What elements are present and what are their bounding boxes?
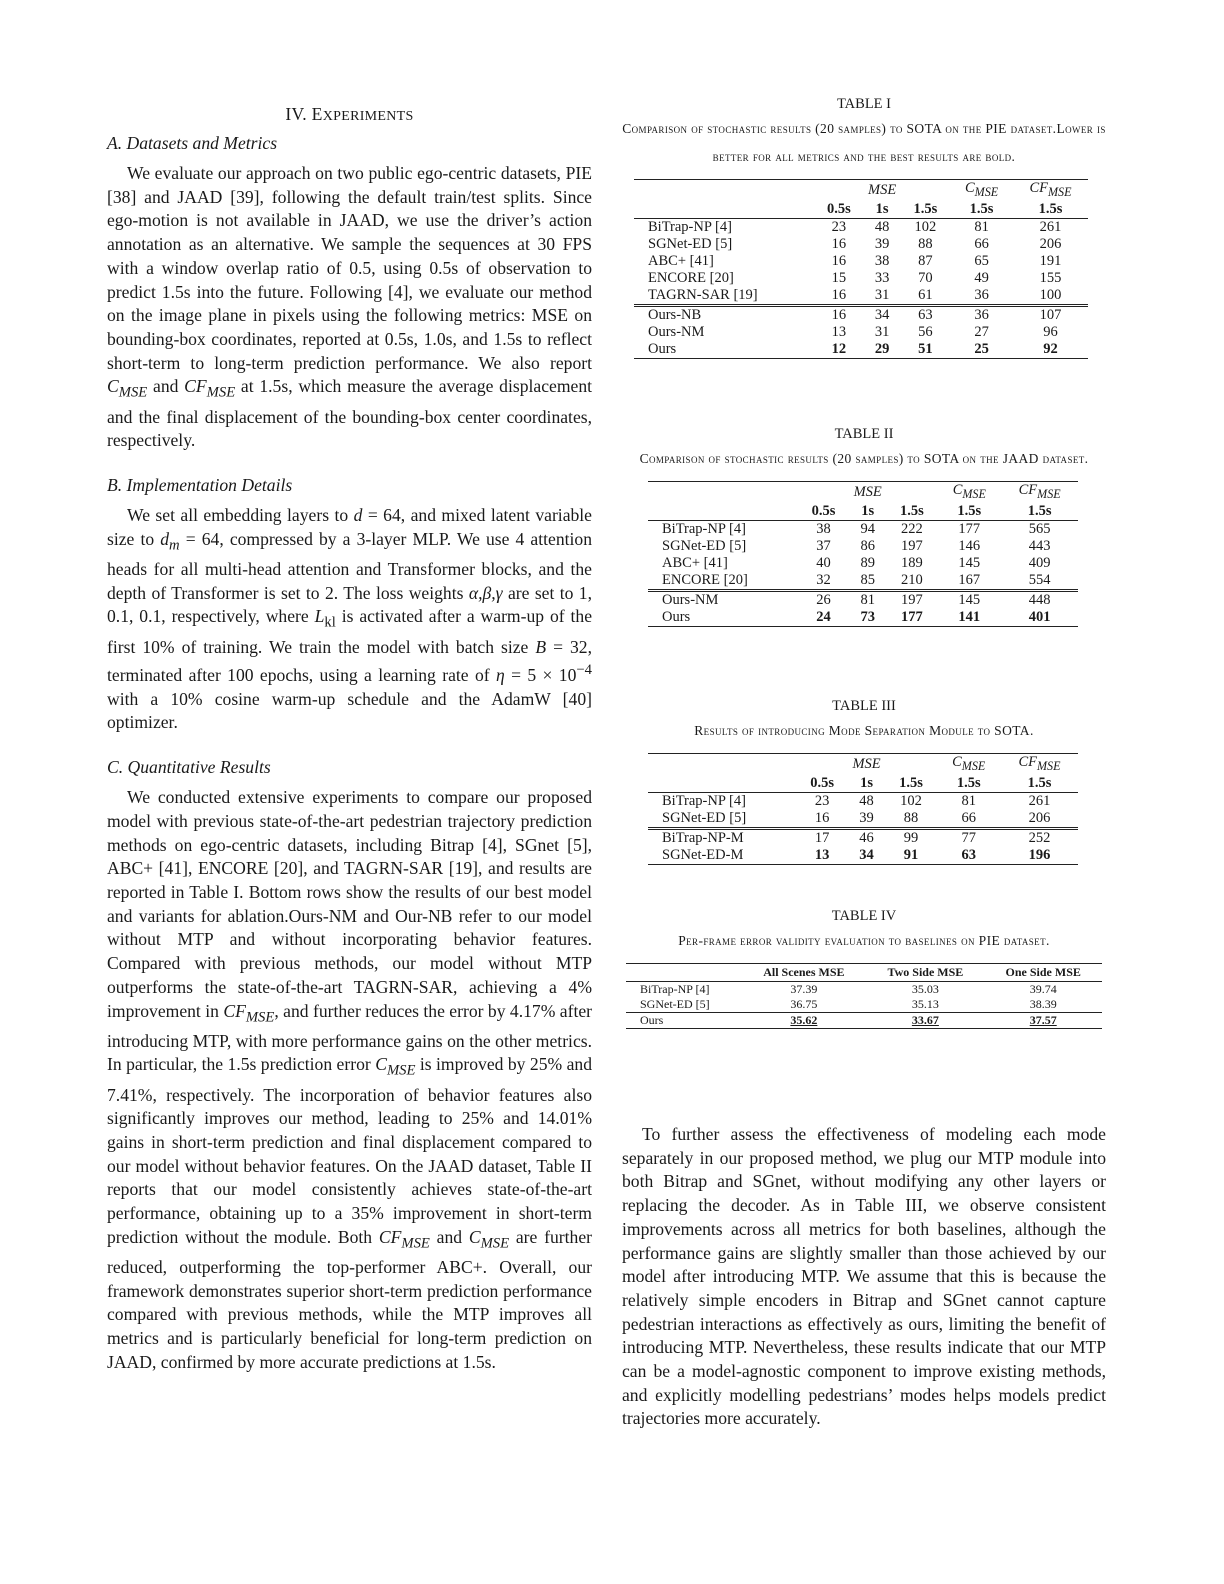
subsection-a-title: A. Datasets and Metrics <box>107 133 278 153</box>
table-cell: 197 <box>900 591 923 608</box>
table-cell: 96 <box>1043 323 1058 340</box>
table-cell: 554 <box>1001 572 1078 591</box>
table-row <box>648 555 1078 572</box>
table-row <box>648 590 1078 609</box>
table-cell: 91 <box>885 847 936 865</box>
table-cell: 35.03 <box>911 982 939 996</box>
subsection-b-paragraph: We set all embedding layers to d = 64, and mixed latent variable size to $d_m = 64$, compressed by a 3-layer MLP. We use 4 attention heads for all multi-head attention and Transformer blocks, and the depth of Transformer is set to 2. The loss weights α,β,γ are set to 1, 0.1, 0.1, respectively, where $L_{kl}$ is activated after a warm-up of the first 10% of training. We train the model with batch size B = 32, terminated after 100 epochs, using a learning rate of $\eta = 5 \times 10^{-4}$ with a 10% cosine warm-up schedule and the AdamW [40] optimizer. <box>107 504 593 733</box>
table-row <box>634 341 1088 359</box>
table-cell: 261 <box>1028 792 1051 809</box>
table-row <box>648 609 1078 627</box>
table-cell: 31 <box>874 323 890 340</box>
table-cell: 197 <box>900 537 923 554</box>
table-cell: 38.39 <box>984 997 1102 1013</box>
table-2-grid: MSE $C_{MSE}$ $CF_{MSE}$ 0.5s 1s 1.5s 1.5s 1.5s BiTrap-NP [4] 38 94 222 177 565 SGNet-ED [5] 37 86 197 146 443 ABC+ [41] 40 89 189 145 409 ENCORE [20] 32 85 210 167 554 Ours-NM 26 81 197 145 448 Ours 24 73 177 141 401 <box>648 481 1078 627</box>
table-1-label: TABLE I <box>836 96 891 112</box>
table-cell: 210 <box>886 572 937 591</box>
table-row-label: Ours <box>634 341 814 359</box>
table-row <box>648 538 1078 555</box>
table-cell: 87 <box>918 252 933 269</box>
table-2 <box>622 426 1106 627</box>
table-row <box>648 828 1078 847</box>
table-cell: 33 <box>874 269 890 286</box>
table-row-label: ENCORE [20] <box>648 269 734 286</box>
table-row <box>648 810 1078 829</box>
table-row-label: Ours-NB <box>648 306 702 323</box>
table-cell: 39 <box>874 235 890 252</box>
table-row-label: Ours <box>626 1013 741 1029</box>
table-3 <box>622 698 1106 865</box>
table-cell: 206 <box>1039 235 1062 252</box>
table-row-label: ENCORE [20] <box>648 572 798 591</box>
table-row <box>626 997 1102 1013</box>
table-cell: 145 <box>958 591 981 608</box>
table-2-label: TABLE II <box>834 426 894 442</box>
table-row-label: SGNet-ED [5] <box>662 537 747 554</box>
table-cell: 443 <box>1028 537 1051 554</box>
table-cell: 31 <box>864 287 901 306</box>
table-cell: 145 <box>958 554 981 571</box>
table-cell: 88 <box>918 235 933 252</box>
table-cell: 36 <box>974 306 989 323</box>
right-paragraph: To further assess the effectiveness of modeling each mode separately in our proposed method, we plug our MTP module into both Bitrap and SGnet, without modifying any other layers or replacing the decoder. As in Table III, we observe consistent improvements across all metrics for both baselines, although the performance gains are slightly smaller than those achieved by our model after introducing MTP. We assume that this is because the relatively simple encoders in Bitrap and SGnet cannot capture pedestrian interactions as effectively as ours, limiting the benefit of introducing MTP. Nevertheless, these results indicate that our MTP can be a model-agnostic component to improve existing methods, and explicitly modelling pedestrians’ modes helps models predict trajectories more accurately. <box>622 1124 1106 1429</box>
table-row <box>634 324 1088 341</box>
table-cell: 36.75 <box>741 997 866 1013</box>
table-cell: 177 <box>958 520 981 537</box>
table-cell: 73 <box>849 609 887 627</box>
table-cell: 66 <box>937 810 1001 829</box>
table-cell: 102 <box>914 218 937 235</box>
table-cell: 61 <box>901 287 951 306</box>
table-cell: 63 <box>937 847 1001 865</box>
table-cell: 23 <box>814 792 830 809</box>
table-row <box>634 270 1088 287</box>
table-cell: 16 <box>831 235 847 252</box>
subsection-a-paragraph: We evaluate our approach on two public ego-centric datasets, PIE [38] and JAAD [39], following the default train/test splits. Since ego-motion is not available in JAAD, we use the driver’s action annotation as an alternative. We sample the sequences at 30 FPS with a window overlap ratio of 0.5, using 0.5s of observation to predict 1.5s into the future. Following [4], we evaluate our method on the image plane in pixels using the following metrics: MSE on bounding-box coordinates, reported at 0.5s, 1.0s, and 1.5s to reflect short-term to long-term prediction performance. We also report $C_{MSE}$ and $CF_{MSE}$ at 1.5s, which measure the average displacement and the final displacement of the bounding-box center coordinates, respectively. <box>107 163 592 451</box>
table-cell: 94 <box>860 520 875 537</box>
table-cell: 16 <box>814 287 864 306</box>
table-cell: 191 <box>1039 252 1062 269</box>
table-cell: 36 <box>950 287 1013 306</box>
table-2-caption: Comparison of stochastic results (20 samples) to SOTA on the JAAD dataset. <box>639 451 1089 466</box>
table-1-grid: MSE $C_{MSE}$ $CF_{MSE}$ 0.5s 1s 1.5s 1.5s 1.5s BiTrap-NP [4] 23 48 102 81 261 SGNet-ED [5] 16 39 88 66 206 ABC+ [41] 16 38 87 65 191 ENCORE [20] 15 33 70 49 155 TAGRN-SAR [19] 16 31 61 36 100 Ours-NB 16 34 63 36 107 Ours-NM 13 31 56 27 96 Ours 12 29 51 25 92 <box>634 179 1088 359</box>
table-cell: 17 <box>814 829 830 846</box>
table-row-label: SGNet-ED-M <box>648 847 797 865</box>
table-cell: 167 <box>937 572 1001 591</box>
table-cell: 48 <box>859 792 874 809</box>
table-cell: 46 <box>859 829 874 846</box>
table-cell: 102 <box>900 792 922 809</box>
table-row <box>648 792 1078 810</box>
table-4-header-two: Two Side MSE <box>866 964 984 982</box>
table-cell: 35.62 <box>741 1013 866 1029</box>
table-cell: 107 <box>1039 306 1062 323</box>
table-row <box>634 236 1088 253</box>
table-cell: 409 <box>1028 554 1051 571</box>
table-cell: 37.57 <box>984 1013 1102 1029</box>
table-cell: 12 <box>814 341 864 359</box>
table-row <box>634 253 1088 270</box>
table-cell: 39 <box>848 810 886 829</box>
table-cell: 35.13 <box>866 997 984 1013</box>
table-cell: 51 <box>901 341 951 359</box>
section-title: IV. EXPERIMENTS <box>285 104 414 124</box>
table-row <box>648 847 1078 865</box>
table-row-label: BiTrap-NP [4] <box>640 982 710 996</box>
table-cell: 40 <box>816 554 831 571</box>
table-cell: 81 <box>961 792 976 809</box>
subsection-c-paragraph: We conducted extensive experiments to compare our proposed model with previous state-of-the-art pedestrian trajectory prediction methods on ego-centric datasets, including Bitrap [4], SGnet [5], ABC+ [41], ENCORE [20], and TAGRN-SAR [19], and results are reported in Table I. Bottom rows show the results of our best model and variants for ablation.Ours-NM and Our-NB refer to our model without MTP and without incorporating behavior features. Compared with previous methods, our model without MTP outperforms the state-of-the-art TAGRN-SAR, achieving a 4% improvement in $CF_{MSE}$, and further reduces the error by 4.17% after introducing MTP, with more performance gains on the other metrics. In particular, the 1.5s prediction error $C_{MSE}$ is improved by 25% and 7.41%, respectively. The incorporation of behavior features also significantly improves our method, leading to 25% and 14.01% gains in short-term prediction and final displacement compared to our model without behavior features. On the JAAD dataset, Table II reports that our model consistently achieves state-of-the-art performance, obtaining up to a 35% improvement in short-term prediction without the module. Both $CF_{MSE}$ and $C_{MSE}$ are further reduced, outperforming the top-performer ABC+. Overall, our framework demonstrates superior short-term prediction performance compared with previous methods, while the MTP improves all metrics and is particularly beneficial for long-term prediction on JAAD, confirmed by more accurate predictions at 1.5s. <box>107 787 592 1372</box>
table-cell: 222 <box>900 520 923 537</box>
table-row-label: BiTrap-NP [4] <box>662 520 746 537</box>
table-4 <box>622 908 1106 1029</box>
table-1 <box>622 96 1106 359</box>
table-cell: 39.74 <box>1029 982 1057 996</box>
table-cell: 27 <box>974 323 989 340</box>
table-cell: 401 <box>1001 609 1078 627</box>
table-row <box>626 982 1102 998</box>
table-3-grid: MSE $C_{MSE}$ $CF_{MSE}$ 0.5s 1s 1.5s 1.5s 1.5s BiTrap-NP [4] 23 48 102 81 261 SGNet-ED [5] 16 39 88 66 206 BiTrap-NP-M 17 46 99 77 252 SGNet-ED-M 13 34 91 63 196 <box>648 753 1078 865</box>
table-cell: 81 <box>860 591 875 608</box>
table-row-label: BiTrap-NP [4] <box>648 218 732 235</box>
table-cell: 38 <box>816 520 831 537</box>
table-cell: 196 <box>1001 847 1078 865</box>
table-row-label: BiTrap-NP-M <box>662 829 744 846</box>
table-cell: 565 <box>1028 520 1051 537</box>
table-cell: 92 <box>1013 341 1088 359</box>
table-cell: 26 <box>816 591 831 608</box>
table-row-label: SGNet-ED [5] <box>626 997 741 1013</box>
table-cell: 48 <box>874 218 890 235</box>
table-cell: 16 <box>797 810 848 829</box>
table-row <box>634 287 1088 306</box>
subsection-b-title: B. Implementation Details <box>107 474 293 495</box>
table-4-grid <box>626 963 1102 1029</box>
table-row-label: ABC+ [41] <box>662 554 728 571</box>
table-row-label: Ours-NM <box>662 591 719 608</box>
table-cell: 29 <box>864 341 901 359</box>
table-cell: 34 <box>848 847 886 865</box>
table-cell: 15 <box>831 269 847 286</box>
table-row-label: Ours <box>648 609 798 627</box>
left-column <box>107 100 592 1375</box>
table-4-header-all: All Scenes MSE <box>741 964 866 982</box>
table-cell: 448 <box>1028 591 1051 608</box>
table-cell: 146 <box>958 537 981 554</box>
table-cell: 99 <box>903 829 919 846</box>
table-cell: 34 <box>874 306 890 323</box>
table-cell: 23 <box>831 218 847 235</box>
table-cell: 177 <box>886 609 937 627</box>
table-cell: 25 <box>950 341 1013 359</box>
table-row-label: BiTrap-NP [4] <box>662 792 746 809</box>
table-row-label: ABC+ [41] <box>648 252 714 269</box>
table-cell: 77 <box>961 829 976 846</box>
table-cell: 13 <box>831 323 847 340</box>
table-cell: 16 <box>831 252 847 269</box>
table-3-label: TABLE III <box>832 698 896 714</box>
table-cell: 85 <box>849 572 887 591</box>
table-cell: 37 <box>816 537 831 554</box>
table-cell: 155 <box>1039 269 1062 286</box>
table-cell: 70 <box>918 269 933 286</box>
table-cell: 81 <box>974 218 989 235</box>
subsection-c-title: C. Quantitative Results <box>107 757 271 778</box>
table-cell: 37.39 <box>790 982 818 996</box>
table-cell: 13 <box>797 847 848 865</box>
table-cell: 33.67 <box>866 1013 984 1029</box>
table-cell: 141 <box>937 609 1001 627</box>
table-cell: 261 <box>1039 218 1062 235</box>
table-row <box>648 520 1078 538</box>
table-cell: 89 <box>860 554 875 571</box>
table-row-label: TAGRN-SAR [19] <box>634 287 814 306</box>
table-cell: 49 <box>974 269 989 286</box>
table-4-caption: Per-frame error validity evaluation to baselines on PIE dataset. <box>678 933 1050 948</box>
table-row <box>634 305 1088 324</box>
table-cell: 24 <box>798 609 849 627</box>
table-row-label: SGNet-ED [5] <box>648 235 733 252</box>
table-4-header-one: One Side MSE <box>984 964 1102 982</box>
table-row <box>626 1013 1102 1029</box>
table-cell: 63 <box>918 306 933 323</box>
table-cell: 16 <box>831 306 847 323</box>
table-cell: 189 <box>900 554 923 571</box>
table-cell: 65 <box>974 252 989 269</box>
table-cell: 252 <box>1028 829 1051 846</box>
table-cell: 66 <box>974 235 989 252</box>
table-row <box>634 218 1088 236</box>
table-cell: 38 <box>874 252 890 269</box>
table-row-label: SGNet-ED [5] <box>648 810 797 829</box>
table-cell: 206 <box>1001 810 1078 829</box>
table-cell: 56 <box>918 323 933 340</box>
table-cell: 32 <box>798 572 849 591</box>
table-row <box>648 572 1078 591</box>
table-cell: 88 <box>885 810 936 829</box>
table-cell: 86 <box>860 537 875 554</box>
table-1-caption: Comparison of stochastic results (20 samples) to SOTA on the PIE dataset.Lower is better for all metrics and the best results are bold. <box>622 121 1106 164</box>
table-cell: 100 <box>1013 287 1088 306</box>
table-4-label: TABLE IV <box>831 908 897 924</box>
table-3-caption: Results of introducing Mode Separation Module to SOTA. <box>694 723 1034 738</box>
table-row-label: Ours-NM <box>648 323 705 340</box>
